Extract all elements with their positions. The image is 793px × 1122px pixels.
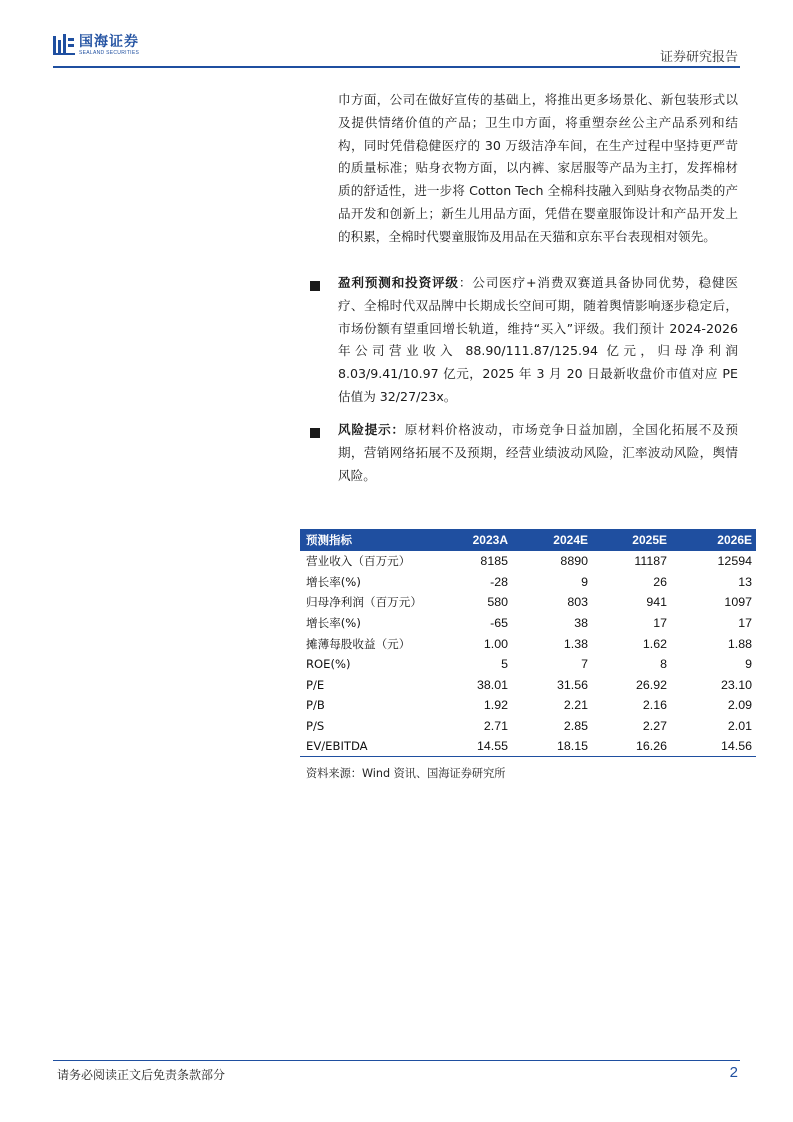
table-cell: 38 bbox=[574, 616, 588, 631]
table-cell: 1.62 bbox=[642, 636, 667, 651]
table-row bbox=[300, 695, 756, 716]
column-header: 2026E bbox=[671, 529, 756, 551]
table-cell: 5 bbox=[501, 657, 508, 672]
table-cell: 11187 bbox=[634, 554, 667, 569]
table-cell: 8185 bbox=[480, 554, 508, 569]
row-label: 增长率(%) bbox=[306, 574, 361, 589]
earnings-forecast-text: ：公司医疗+消费双赛道具备协同优势，稳健医疗、全棉时代双品牌中长期成长空间可期，随着舆情影响逐步稳定后，市场份额有望重回增长轨道，维持“买入”评级。我们预计 2024-2026 年公司营业收入 88.90/111.87/125.94 亿元，归母净利润 8.03/9.41/10.97 亿元，2025 年 3 月 20 日最新收盘价市值对应 PE 估值为 32/27/23x。 bbox=[338, 275, 739, 404]
table-cell: 1.00 bbox=[483, 636, 508, 651]
column-header: 2024E bbox=[512, 529, 592, 551]
row-label: P/S bbox=[306, 719, 325, 734]
table-source-note: 资料来源：Wind 资讯、国海证券研究所 bbox=[306, 767, 506, 780]
footer-disclaimer: 请务必阅读正文后免责条款部分 bbox=[57, 1068, 226, 1082]
column-header: 预测指标 bbox=[300, 529, 430, 551]
table-cell: 1.38 bbox=[563, 636, 588, 651]
table-cell: -65 bbox=[490, 616, 508, 631]
row-label: P/B bbox=[306, 698, 325, 713]
table-cell: 2.01 bbox=[727, 719, 752, 734]
sealand-logo-icon bbox=[53, 34, 75, 56]
table-row bbox=[300, 572, 756, 593]
table-cell: 26 bbox=[653, 574, 667, 589]
table-cell: 580 bbox=[487, 595, 508, 610]
table-cell: 2.27 bbox=[642, 719, 667, 734]
table-cell: 9 bbox=[581, 574, 588, 589]
table-row bbox=[300, 613, 756, 634]
table-cell: 18.15 bbox=[512, 736, 592, 757]
table-row bbox=[300, 654, 756, 675]
column-header: 2025E bbox=[592, 529, 671, 551]
column-header: 2023A bbox=[430, 529, 512, 551]
table-cell: 14.56 bbox=[671, 736, 756, 757]
table-cell: 38.01 bbox=[476, 677, 508, 692]
earnings-forecast-heading: 盈利预测和投资评级 bbox=[338, 275, 459, 290]
row-label: ROE(%) bbox=[306, 657, 351, 672]
table-row bbox=[300, 736, 756, 757]
table-row bbox=[300, 592, 756, 613]
forecast-table bbox=[300, 529, 756, 757]
row-label: P/E bbox=[306, 677, 325, 692]
table-cell: 31.56 bbox=[556, 677, 588, 692]
table-cell: 23.10 bbox=[720, 677, 752, 692]
header-divider bbox=[53, 66, 740, 68]
table-cell: -28 bbox=[490, 574, 508, 589]
table-cell: 7 bbox=[581, 657, 588, 672]
page-header bbox=[53, 30, 740, 66]
row-label: 营业收入（百万元） bbox=[306, 554, 411, 569]
table-row bbox=[300, 551, 756, 572]
table-cell: 17 bbox=[653, 616, 667, 631]
table-row bbox=[300, 716, 756, 737]
table-cell: 2.21 bbox=[563, 698, 588, 713]
row-label: EV/EBITDA bbox=[300, 736, 430, 757]
table-cell: 9 bbox=[745, 657, 752, 672]
paragraph-risk-warning bbox=[338, 419, 738, 487]
table-cell: 26.92 bbox=[635, 677, 667, 692]
table-cell: 2.16 bbox=[642, 698, 667, 713]
square-bullet-icon bbox=[310, 428, 320, 438]
page-number: 2 bbox=[729, 1064, 738, 1081]
table-cell: 2.71 bbox=[483, 719, 508, 734]
table-cell: 8 bbox=[660, 657, 667, 672]
risk-warning-text: 原材料价格波动，市场竞争日益加剧，全国化拓展不及预期，营销网络拓展不及预期，经营业绩波动风险，汇率波动风险，舆情风险。 bbox=[338, 422, 739, 483]
table-header-row bbox=[300, 529, 756, 551]
paragraph-earnings-forecast bbox=[338, 272, 738, 409]
report-type-label: 证券研究报告 bbox=[659, 50, 738, 65]
table-cell: 1.92 bbox=[483, 698, 508, 713]
table-cell: 2.85 bbox=[563, 719, 588, 734]
table-cell: 16.26 bbox=[592, 736, 671, 757]
table-cell: 2.09 bbox=[727, 698, 752, 713]
table-cell: 8890 bbox=[560, 554, 588, 569]
row-label: 增长率(%) bbox=[306, 616, 361, 631]
logo-english-name: SEALAND SECURITIES bbox=[79, 49, 140, 56]
row-label: 归母净利润（百万元） bbox=[306, 595, 422, 610]
table-row bbox=[300, 675, 756, 696]
table-cell: 803 bbox=[567, 595, 588, 610]
logo-chinese-name: 国海证券 bbox=[79, 33, 139, 50]
paragraph-product-strategy: 巾方面，公司在做好宣传的基础上，将推出更多场景化、新包装形式以及提供情绪价值的产品；卫生巾方面，将重塑奈丝公主产品系列和结构，同时凭借稳健医疗的 30 万级洁净车间，在生产过程中坚持更严苛的质量标准；贴身衣物方面，以内裤、家居服等产品为主打，发挥棉材质的舒适性，进一步将 Cotton Tech 全棉科技融入到贴身衣物品类的产品开发和创新上；新生儿用品方面，凭借在婴童服饰设计和产品开发上的积累，全棉时代婴童服饰及用品在天猫和京东平台表现相对领先。 bbox=[338, 92, 738, 244]
table-row bbox=[300, 633, 756, 654]
table-cell: 1097 bbox=[724, 595, 752, 610]
table-cell: 17 bbox=[738, 616, 752, 631]
table-cell: 13 bbox=[738, 574, 752, 589]
footer-divider bbox=[53, 1060, 740, 1061]
company-logo bbox=[53, 32, 139, 58]
table-cell: 941 bbox=[646, 595, 667, 610]
table-cell: 1.88 bbox=[727, 636, 752, 651]
row-label: 摊薄每股收益（元） bbox=[306, 636, 411, 651]
table-cell: 14.55 bbox=[430, 736, 512, 757]
risk-warning-heading: 风险提示： bbox=[338, 422, 405, 437]
square-bullet-icon bbox=[310, 281, 320, 291]
table-cell: 12594 bbox=[717, 554, 752, 569]
